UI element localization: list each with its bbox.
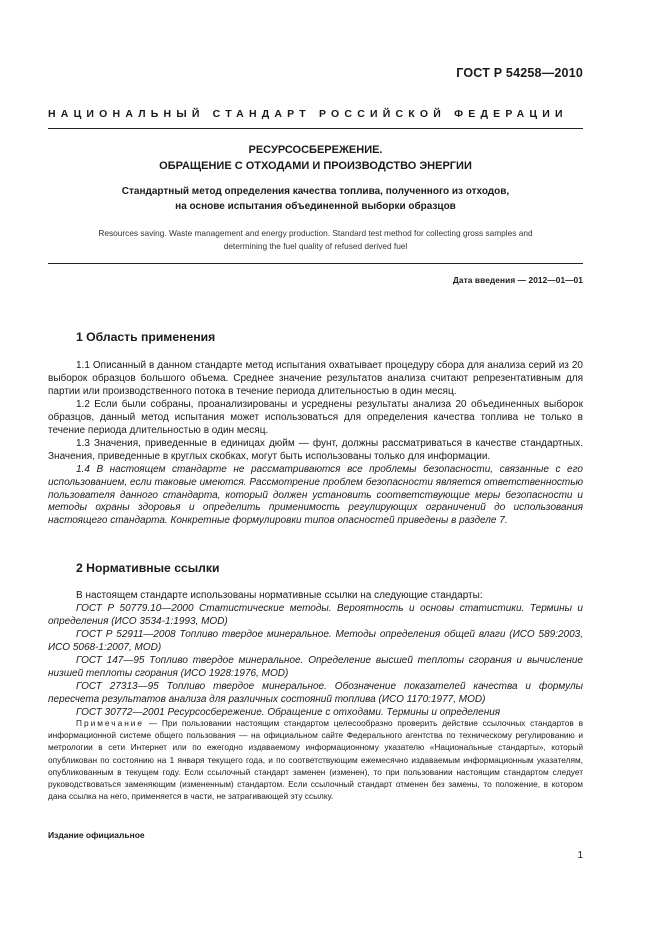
note-paragraph: [48, 717, 583, 802]
reference-item: ГОСТ 147—95 Топливо твердое минеральное. Определение высшей теплоты сгорания и вычисление низшей теплоты сгорания (ИСО 1928:1976, MOD): [48, 654, 583, 679]
intro-date: Дата введения — 2012—01—01: [452, 275, 583, 285]
subtitle-line-2: на основе испытания объединенной выборки образцов: [175, 201, 456, 212]
section-1-heading: 1 Область применения: [76, 330, 216, 344]
document-subtitle: [48, 184, 583, 214]
english-title: [48, 227, 583, 253]
document-title: [48, 142, 583, 174]
paragraph-1-4: 1.4 В настоящем стандарте не рассматриваются все проблемы безопасности, связанные с его использованием, если таковые имеются. Рассмотрение проблем безопасности является ответственностью пользователя данного стандарта, который должен установить соответствующие меры безопасности и методы охраны здоровья и определить применимость регулирующих ограничений до использования настоящего стандарта. Конкретные формулировки типов опасностей приведены в разделе 7.: [48, 463, 583, 527]
paragraph-1-3: 1.3 Значения, приведенные в единицах дюйм — фунт, должны рассматриваться в качестве стандартных. Значения, приведенные в круглых скобках, могут быть использованы только для информации.: [48, 437, 583, 462]
reference-item: ГОСТ Р 50779.10—2000 Статистические методы. Вероятность и основы статистики. Термины и определения (ИСО 3534-1:1993, MOD): [48, 602, 583, 627]
section-1-body: [48, 360, 583, 528]
section-2-body: [48, 590, 583, 720]
section-2-heading: 2 Нормативные ссылки: [76, 561, 220, 575]
reference-item: ГОСТ 30772—2001 Ресурсосбережение. Обращение с отходами. Термины и определения: [76, 706, 501, 718]
paragraph-1-2: 1.2 Если были собраны, проанализированы и усреднены результаты анализа 20 объединенных выборок образцов, данный метод испытания может использоваться для определения качества топлива не только в течение периода длительностью в один месяц.: [48, 398, 583, 436]
paragraph-1-1: 1.1 Описанный в данном стандарте метод испытания охватывает процедуру сбора для анализа серий из 20 выборок образцов большого объема. Среднее значение результатов анализа считают репрезентативным для партии или производственного потока в течение периода длительностью в один месяц.: [48, 360, 583, 397]
reference-item: ГОСТ Р 52911—2008 Топливо твердое минеральное. Методы определения общей влаги (ИСО 589:2003, ИСО 5068-1:2007, MOD): [48, 628, 583, 653]
reference-item: ГОСТ 27313—95 Топливо твердое минеральное. Обозначение показателей качества и формулы пересчета результатов анализа для различных состояний топлива (ИСО 1170:1977, MOD): [48, 680, 583, 705]
header-rule: [48, 128, 583, 129]
national-standard-banner: НАЦИОНАЛЬНЫЙ СТАНДАРТ РОССИЙСКОЙ ФЕДЕРАЦИИ: [48, 108, 568, 120]
page-number: 1: [577, 850, 583, 861]
title-line-2: ОБРАЩЕНИЕ С ОТХОДАМИ И ПРОИЗВОДСТВО ЭНЕРГИИ: [159, 160, 472, 172]
subtitle-line-1: Стандартный метод определения качества топлива, полученного из отходов,: [121, 186, 510, 197]
note-label: Примечание: [76, 718, 145, 728]
document-number: ГОСТ Р 54258—2010: [456, 66, 583, 80]
edition-label: Издание официальное: [48, 830, 145, 840]
english-title-line-2: determining the fuel quality of refused derived fuel: [223, 241, 408, 251]
note-text: — При пользовании настоящим стандартом целесообразно проверить действие ссылочных стандартов в информационной системе общего пользования — на официальном сайте Федерального агентства по техническому регулированию и метрологии в сети Интернет или по ежегодно издаваемому информационному указателю «Национальные стандарты», который опубликован по состоянию на 1 января текущего года, и по соответствующим ежемесячно издаваемым информационным указателям, опубликованным в текущем году. Если ссылочный стандарт заменен (изменен), то при пользовании настоящим стандартом следует руководствоваться заменяющим (измененным) стандартом. Если ссылочный стандарт отменен без замены, то положение, в котором дана ссылка на него, применяется в части, не затрагивающей эту ссылку.: [48, 718, 583, 802]
title-rule: [48, 263, 583, 264]
note-block: [48, 717, 583, 802]
references-intro: В настоящем стандарте использованы нормативные ссылки на следующие стандарты:: [76, 590, 483, 601]
title-line-1: РЕСУРСОСБЕРЕЖЕНИЕ.: [248, 144, 383, 156]
english-title-line-1: Resources saving. Waste management and energy production. Standard test method for collecting gross samples and: [98, 228, 533, 238]
